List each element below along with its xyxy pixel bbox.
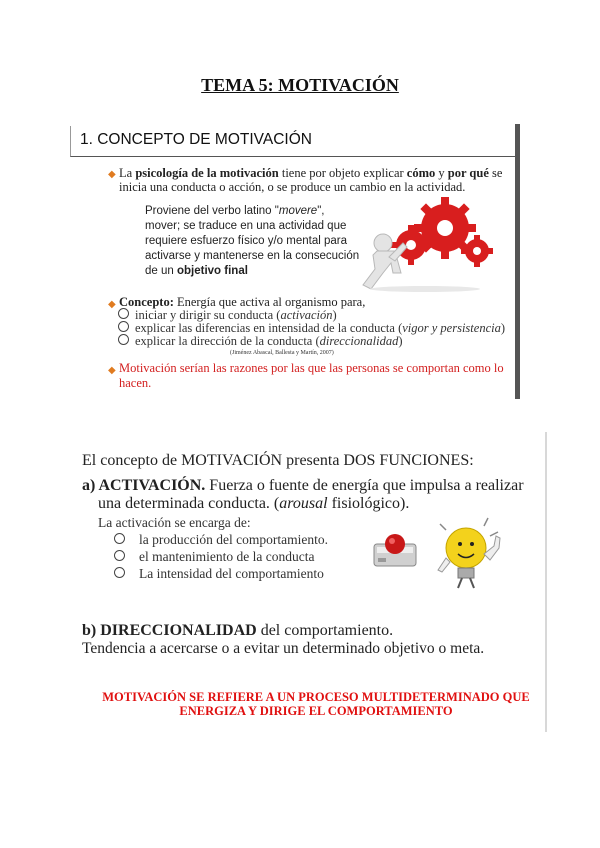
- slide-concepto: [70, 118, 525, 398]
- slide-funciones: [80, 432, 552, 732]
- direccionalidad-line1: b) DIRECCIONALIDAD del comportamiento.: [82, 622, 394, 639]
- list-item: explicar las diferencias en intensidad de la conducta (vigor y persistencia): [118, 321, 505, 335]
- slide-intro: El concepto de MOTIVACIÓN presenta DOS FUNCIONES:: [82, 452, 474, 469]
- conclusion-line1: MOTIVACIÓN SE REFIERE A UN PROCESO MULTIDETERMINADO QUE: [102, 690, 530, 704]
- etymology-text: Proviene del verbo latino "movere", mover; se traduce en una actividad que requiere esfuerzo físico y/o mental para activarse y mantenerse en la consecución de un objetivo final: [145, 205, 360, 277]
- shadow-shape: [370, 286, 480, 292]
- circle-bullet-icon: [118, 308, 129, 319]
- conclusion-line2: ENERGIZA Y DIRIGE EL COMPORTAMIENTO: [179, 704, 453, 718]
- circle-bullet-icon: [114, 550, 125, 561]
- circle-bullet-icon: [118, 321, 129, 332]
- circle-bullet-icon: [118, 334, 129, 345]
- gears-figure-illustration: [355, 193, 497, 293]
- list-item: iniciar y dirigir su conducta (activación): [118, 308, 337, 322]
- lightbulb-thumbs-up-icon: [428, 512, 508, 592]
- list-item: la producción del comportamiento.: [114, 532, 328, 547]
- slide-right-border: [545, 432, 547, 732]
- activacion-line3: La activación se encarga de:: [98, 515, 251, 530]
- citation: (Jiménez Abascal, Ballesta y Martín, 2007): [230, 350, 334, 356]
- push-button-icon: [370, 522, 420, 572]
- list-item: el mantenimiento de la conducta: [114, 549, 314, 564]
- list-item: explicar la dirección de la conducta (direccionalidad): [118, 334, 403, 348]
- activacion-line2: una determinada conducta. (arousal fisiológico).: [98, 495, 410, 512]
- list-item: La intensidad del comportamiento: [114, 566, 324, 581]
- bullet-icon: ◆: [108, 169, 116, 180]
- circle-bullet-icon: [114, 567, 125, 578]
- bullet-icon: ◆: [108, 299, 116, 310]
- direccionalidad-line2: Tendencia a acercarse o a evitar un determinado objetivo o meta.: [82, 640, 485, 657]
- bullet-psicologia: La psicología de la motivación tiene por objeto explicar cómo y por qué se inicia una conducta o acción, o se produce un cambio en la actividad.: [119, 166, 503, 194]
- bullet-concepto: Concepto: Energía que activa al organismo para,: [119, 295, 366, 309]
- slide-heading: 1. CONCEPTO DE MOTIVACIÓN: [80, 131, 312, 148]
- activacion-line1: a) ACTIVACIÓN. Fuerza o fuente de energía que impulsa a realizar: [82, 477, 524, 494]
- circle-bullet-icon: [114, 533, 125, 544]
- page-title: TEMA 5: MOTIVACIÓN: [201, 75, 399, 95]
- bullet-definicion: Motivación serían las razones por las que las personas se comportan como lo hacen.: [119, 361, 504, 390]
- bullet-icon: ◆: [108, 365, 116, 376]
